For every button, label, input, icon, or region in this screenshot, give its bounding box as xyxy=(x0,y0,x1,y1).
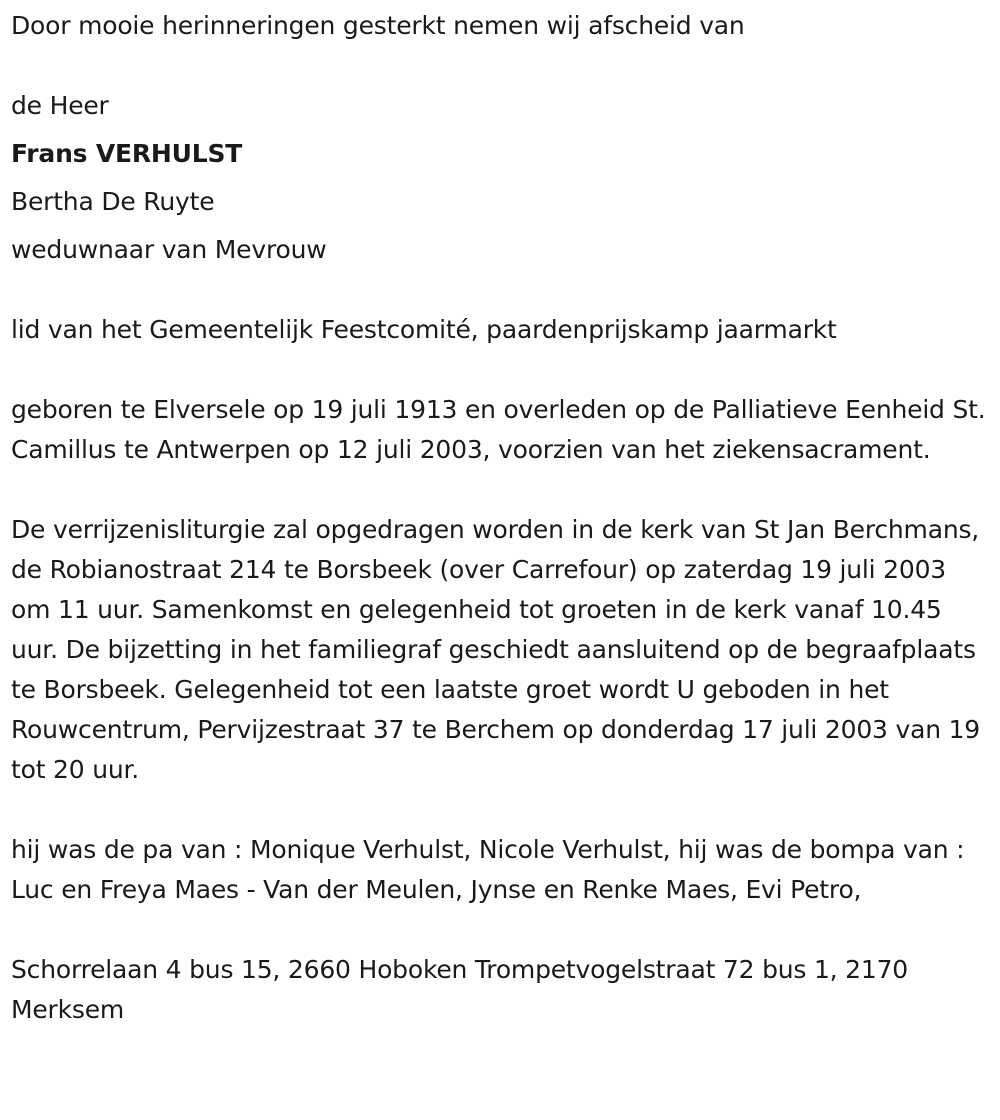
title-prefix: de Heer xyxy=(11,91,109,120)
membership-text: lid van het Gemeentelijk Feestcomité, paardenprijskamp jaarmarkt xyxy=(11,315,837,344)
spouse-relation: weduwnaar van Mevrouw xyxy=(11,235,327,264)
death-notice xyxy=(11,6,991,1070)
intro-text: Door mooie herinneringen gesterkt nemen wij afscheid van xyxy=(11,11,745,40)
service-paragraph: De verrijzenisliturgie zal opgedragen worden in de kerk van St Jan Berchmans, de Robianostraat 214 te Borsbeek (over Carrefour) op zaterdag 19 juli 2003 om 11 uur. Samenkomst en gelegenheid tot groeten in de kerk vanaf 10.45 uur. De bijzetting in het familiegraf geschiedt aansluitend op de begraafplaats te Borsbeek. Gelegenheid tot een laatste groet wordt U geboden in het Rouwcentrum, Pervijzestraat 37 te Berchem op donderdag 17 juli 2003 van 19 tot 20 uur. xyxy=(11,515,981,784)
family-paragraph: hij was de pa van : Monique Verhulst, Nicole Verhulst, hij was de bompa van : Luc en Freya Maes - Van der Meulen, Jynse en Renke Maes, Evi Petro, xyxy=(11,835,965,904)
addresses-paragraph: Schorrelaan 4 bus 15, 2660 Hoboken Trompetvogelstraat 72 bus 1, 2170 Merksem xyxy=(11,955,908,1024)
birth-death-paragraph: geboren te Elversele op 19 juli 1913 en overleden op de Palliatieve Eenheid St. Camillus te Antwerpen op 12 juli 2003, voorzien van het ziekensacrament. xyxy=(11,395,986,464)
spouse-name: Bertha De Ruyte xyxy=(11,187,215,216)
deceased-name: Frans VERHULST xyxy=(11,139,243,168)
